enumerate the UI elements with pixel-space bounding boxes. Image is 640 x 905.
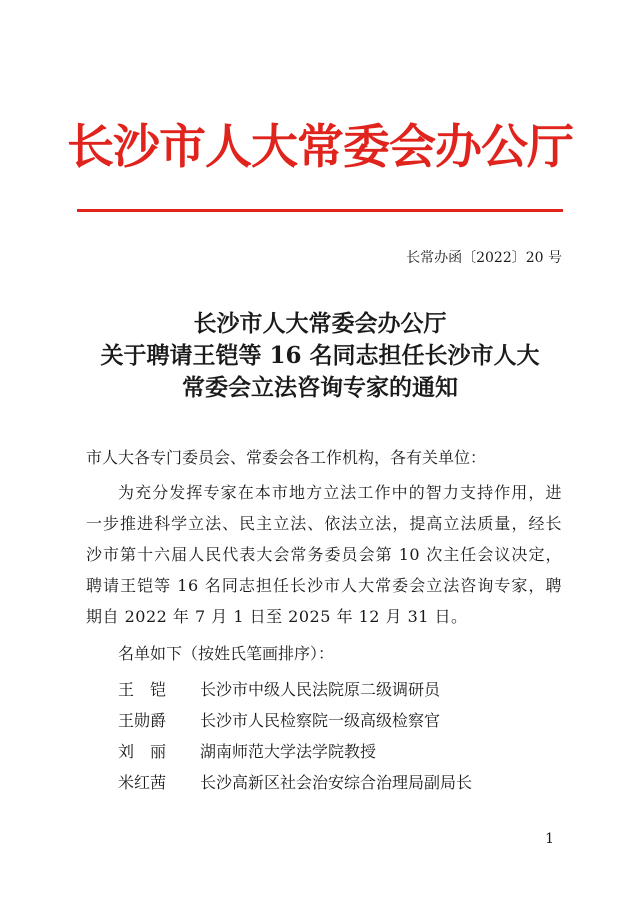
body-paragraph: 为充分发挥专家在本市地方立法工作中的智力支持作用，进一步推进科学立法、民主立法、依法立法，提高立法质量，经长沙市第十六届人民代表大会常务委员会第 10 次主任会议决定，聘请王铠等 16 名同志担任长沙市人大常委会立法咨询专家，聘期自 2022 年 7 月 1 日至 2025 年 12 月 31 日。 — [86, 483, 562, 626]
page-number: 1 — [545, 831, 554, 847]
red-divider-line — [77, 209, 563, 212]
document-title — [0, 308, 640, 404]
title-line-1: 长沙市人大常委会办公厅 — [193, 310, 447, 337]
roster-name: 王勋爵 — [118, 711, 167, 730]
list-intro: 名单如下（按姓氏笔画排序）： — [118, 644, 335, 663]
title-line-3: 常委会立法咨询专家的通知 — [182, 374, 458, 401]
salutation: 市人大各专门委员会、常委会各工作机构，各有关单位： — [86, 448, 487, 467]
roster-row — [118, 705, 472, 736]
expert-roster — [118, 674, 472, 798]
roster-name: 王 铠 — [118, 680, 167, 699]
roster-row — [118, 674, 472, 705]
masthead-title: 长沙市人大常委会办公厅 — [67, 120, 573, 175]
document-number: 长常办函〔2022〕20 号 — [406, 250, 562, 266]
roster-position: 长沙高新区社会治安综合治理局副局长 — [200, 773, 473, 792]
title-line-2: 关于聘请王铠等 16 名同志担任长沙市人大 — [100, 342, 540, 369]
roster-name: 米红茜 — [118, 773, 167, 792]
roster-position: 长沙市人民检察院一级高级检察官 — [200, 711, 441, 730]
roster-row — [118, 767, 472, 798]
roster-row — [118, 736, 472, 767]
roster-name: 刘 丽 — [118, 742, 167, 761]
roster-position: 长沙市中级人民法院原二级调研员 — [200, 680, 441, 699]
roster-position: 湖南师范大学法学院教授 — [200, 742, 377, 761]
